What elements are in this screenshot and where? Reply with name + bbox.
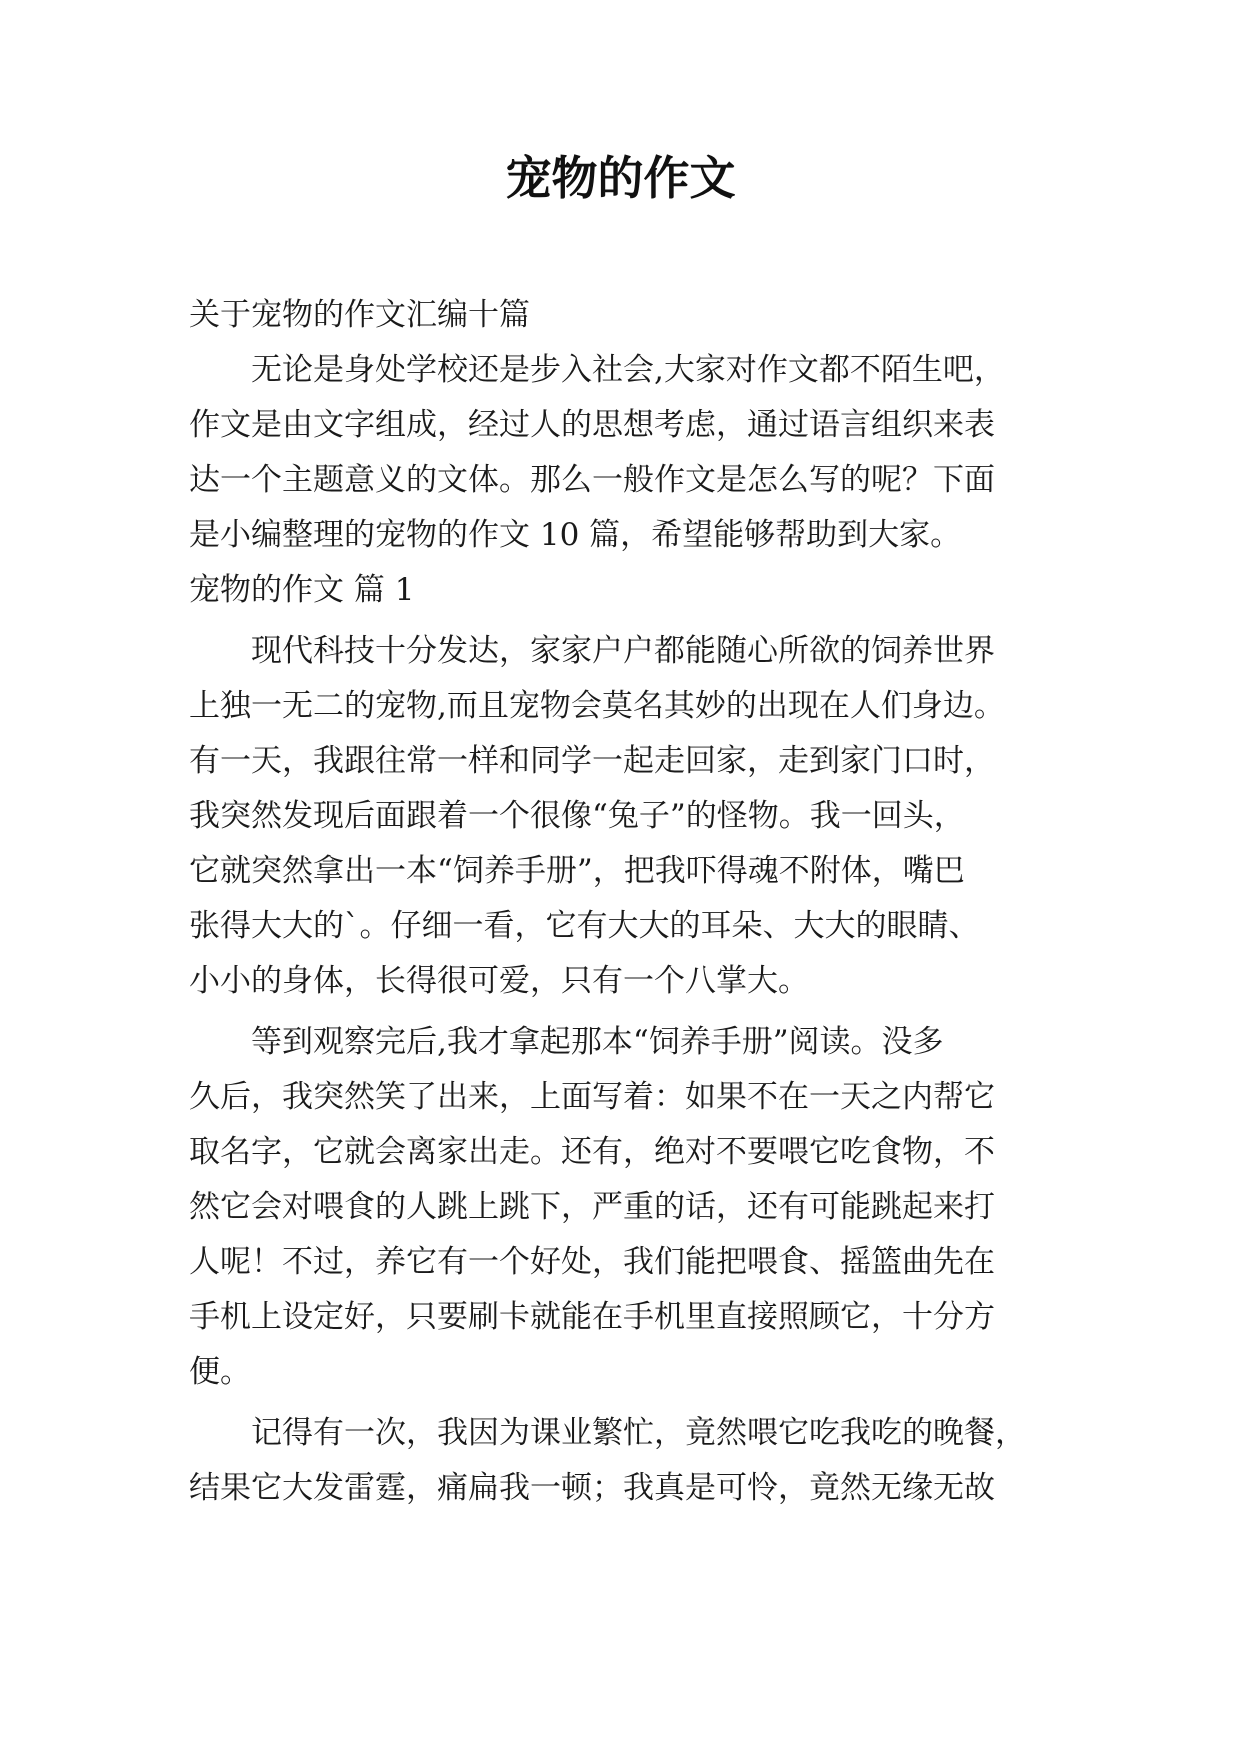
text-line: 是小编整理的宠物的作文 10 篇，希望能够帮助到大家。 <box>189 517 962 553</box>
text-line: 手机上设定好，只要刷卡就能在手机里直接照顾它，十分方 <box>189 1299 995 1335</box>
text-line: 张得大大的`。仔细一看，它有大大的耳朵、大大的眼睛、 <box>189 908 980 944</box>
text-line: 小小的身体，长得很可爱，只有一个八掌大。 <box>189 963 809 999</box>
text-line: 取名字，它就会离家出走。还有，绝对不要喂它吃食物，不 <box>189 1134 995 1170</box>
text-line: 无论是身处学校还是步入社会,大家对作文都不陌生吧， <box>251 352 1005 388</box>
text-line: 结果它大发雷霆，痛扁我一顿；我真是可怜，竟然无缘无故 <box>189 1470 995 1506</box>
intro-heading: 关于宠物的作文汇编十篇 <box>189 297 530 333</box>
intro-paragraph <box>189 343 1057 563</box>
text-line: 我突然发现后面跟着一个很像“兔子”的怪物。我一回头， <box>189 798 965 834</box>
document-title: 宠物的作文 <box>505 151 736 205</box>
text-line: 作文是由文字组成，经过人的思想考虑，通过语言组织来表 <box>189 407 995 443</box>
text-line: 上独一无二的宠物,而且宠物会莫名其妙的出现在人们身边。 <box>189 688 1005 724</box>
paragraph-2 <box>189 1015 1057 1400</box>
text-line: 记得有一次，我因为课业繁忙，竟然喂它吃我吃的晚餐， <box>251 1415 1026 1451</box>
text-line: 它就突然拿出一本“饲养手册”，把我吓得魂不附体，嘴巴 <box>189 853 965 889</box>
section-heading: 宠物的作文 篇 1 <box>189 572 415 608</box>
text-line: 然它会对喂食的人跳上跳下，严重的话，还有可能跳起来打 <box>189 1189 995 1225</box>
paragraph-3 <box>189 1406 1057 1516</box>
text-line: 达一个主题意义的文体。那么一般作文是怎么写的呢？下面 <box>189 462 995 498</box>
text-line: 久后，我突然笑了出来，上面写着：如果不在一天之内帮它 <box>189 1079 995 1115</box>
paragraph-1 <box>189 624 1057 1009</box>
text-line: 人呢！不过，养它有一个好处，我们能把喂食、摇篮曲先在 <box>189 1244 995 1280</box>
text-line: 便。 <box>189 1354 251 1390</box>
text-line: 有一天，我跟往常一样和同学一起走回家，走到家门口时， <box>189 743 995 779</box>
text-line: 等到观察完后,我才拿起那本“饲养手册”阅读。没多 <box>251 1024 944 1060</box>
document-body <box>189 288 1057 1516</box>
text-line: 现代科技十分发达，家家户户都能随心所欲的饲养世界 <box>251 633 995 669</box>
